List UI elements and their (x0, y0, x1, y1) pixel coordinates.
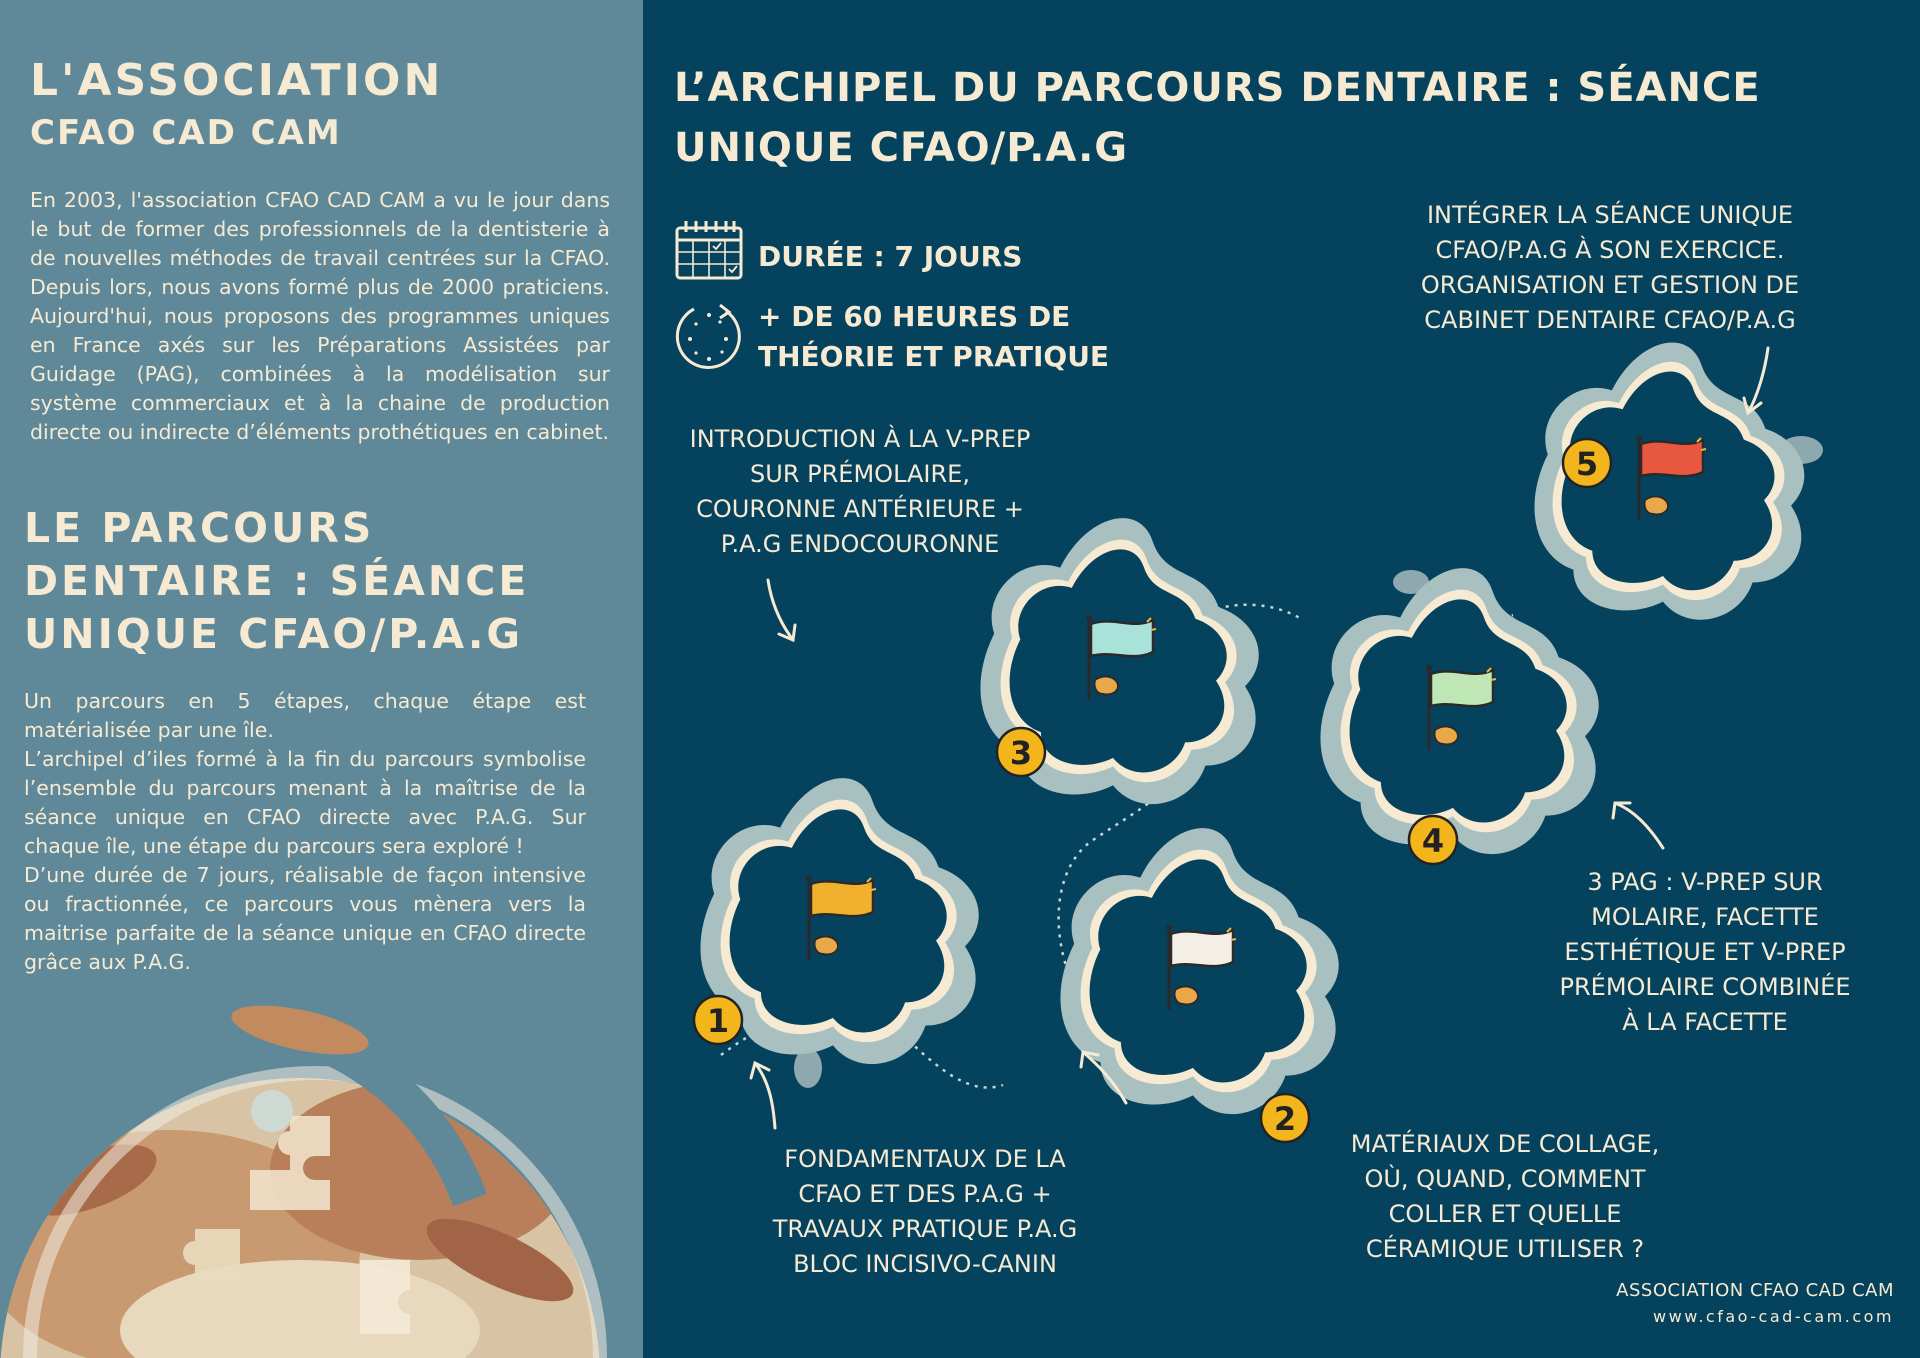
association-subtitle: CFAO CAD CAM (30, 113, 342, 153)
step-line: 3 PAG : V-PREP SUR (1587, 868, 1823, 896)
step-number: 5 (1575, 445, 1599, 483)
footer-url[interactable]: www.cfao-cad-cam.com (1653, 1307, 1894, 1326)
step-line: SUR PRÉMOLAIRE, (750, 460, 970, 488)
step-line: CABINET DENTAIRE CFAO/P.A.G (1424, 306, 1796, 334)
parcours-title: LE PARCOURS DENTAIRE : SÉANCE UNIQUE CFAO/P.A.G (24, 504, 530, 658)
island-2 (1060, 828, 1338, 1142)
step-line: À LA FACETTE (1622, 1008, 1788, 1036)
step-line: TRAVAUX PRATIQUE P.A.G (772, 1215, 1078, 1243)
hours-text-line2: THÉORIE ET PRATIQUE (758, 340, 1110, 373)
step-line: BLOC INCISIVO-CANIN (793, 1250, 1057, 1278)
step-number: 3 (1009, 734, 1033, 772)
step-1-label (740, 1142, 1110, 1282)
hours-text-line1: + DE 60 HEURES DE (758, 300, 1071, 333)
step-line: MOLAIRE, FACETTE (1591, 903, 1819, 931)
step-3-label (670, 422, 1050, 562)
step-line: MATÉRIAUX DE COLLAGE, (1350, 1130, 1660, 1158)
step-line: FONDAMENTAUX DE LA (784, 1145, 1066, 1173)
step-line: INTÉGRER LA SÉANCE UNIQUE (1426, 201, 1794, 229)
step-line: P.A.G ENDOCOURONNE (720, 530, 1000, 558)
parcours-paragraph: Un parcours en 5 étapes, chaque étape est matérialisée par une île. (24, 689, 586, 742)
parcours-paragraph: D’une durée de 7 jours, réalisable de façon intensive ou fractionnée, ce parcours vous mènera vers la maitrise parfaite de la séance unique en CFAO directe grâce aux P.A.G. (24, 863, 586, 974)
island-1 (694, 778, 979, 1064)
footer-name: ASSOCIATION CFAO CAD CAM (1616, 1280, 1894, 1301)
step-number: 2 (1273, 1100, 1297, 1138)
step-line: ORGANISATION ET GESTION DE (1420, 271, 1800, 299)
step-line: COURONNE ANTÉRIEURE + (696, 495, 1024, 523)
step-5-label (1390, 198, 1830, 338)
step-line: PRÉMOLAIRE COMBINÉE (1559, 973, 1851, 1001)
parcours-paragraph: L’archipel d’iles formé à la fin du parcours symbolise l’ensemble du parcours menant à la maîtrise de la séance unique en CFAO directe avec P.A.G. Sur chaque île, une étape du parcours sera exploré ! (24, 747, 586, 858)
step-line: ESTHÉTIQUE ET V-PREP (1564, 938, 1846, 966)
step-number: 4 (1421, 822, 1445, 860)
duration-text: DURÉE : 7 JOURS (758, 240, 1023, 273)
step-2-label (1330, 1127, 1680, 1267)
parcours-description (24, 687, 586, 977)
step-line: CÉRAMIQUE UTILISER ? (1365, 1235, 1645, 1263)
island-4 (1320, 568, 1598, 864)
association-intro: En 2003, l'association CFAO CAD CAM a vu le jour dans le but de former des professionnels de la dentisterie à de nouvelles méthodes de travail centrées sur la CFAO. Depuis lors, nous avons formé plus de 2000 praticiens. Aujourd'hui, nous proposons des programmes uniques en France axés sur les Préparations Assistées par Guidage (PAG), combinées à la modélisation sur système commerciaux et à la chaine de production directe ou indirecte d’éléments prothétiques en cabinet. (30, 188, 610, 444)
step-4-label (1520, 865, 1890, 1040)
step-line: CFAO/P.A.G À SON EXERCICE. (1435, 236, 1785, 264)
step-line: OÙ, QUAND, COMMENT (1364, 1165, 1646, 1193)
step-number: 1 (706, 1002, 730, 1040)
island-5 (1534, 342, 1804, 619)
archipel-title: L’ARCHIPEL DU PARCOURS DENTAIRE : SÉANCE UNIQUE CFAO/P.A.G (674, 65, 1761, 171)
step-line: INTRODUCTION À LA V-PREP (689, 425, 1031, 453)
puzzle-hands-image (0, 1000, 643, 1358)
association-title: L'ASSOCIATION (30, 55, 444, 106)
left-panel (0, 0, 643, 1358)
step-line: COLLER ET QUELLE (1388, 1200, 1622, 1228)
step-line: CFAO ET DES P.A.G + (798, 1180, 1052, 1208)
